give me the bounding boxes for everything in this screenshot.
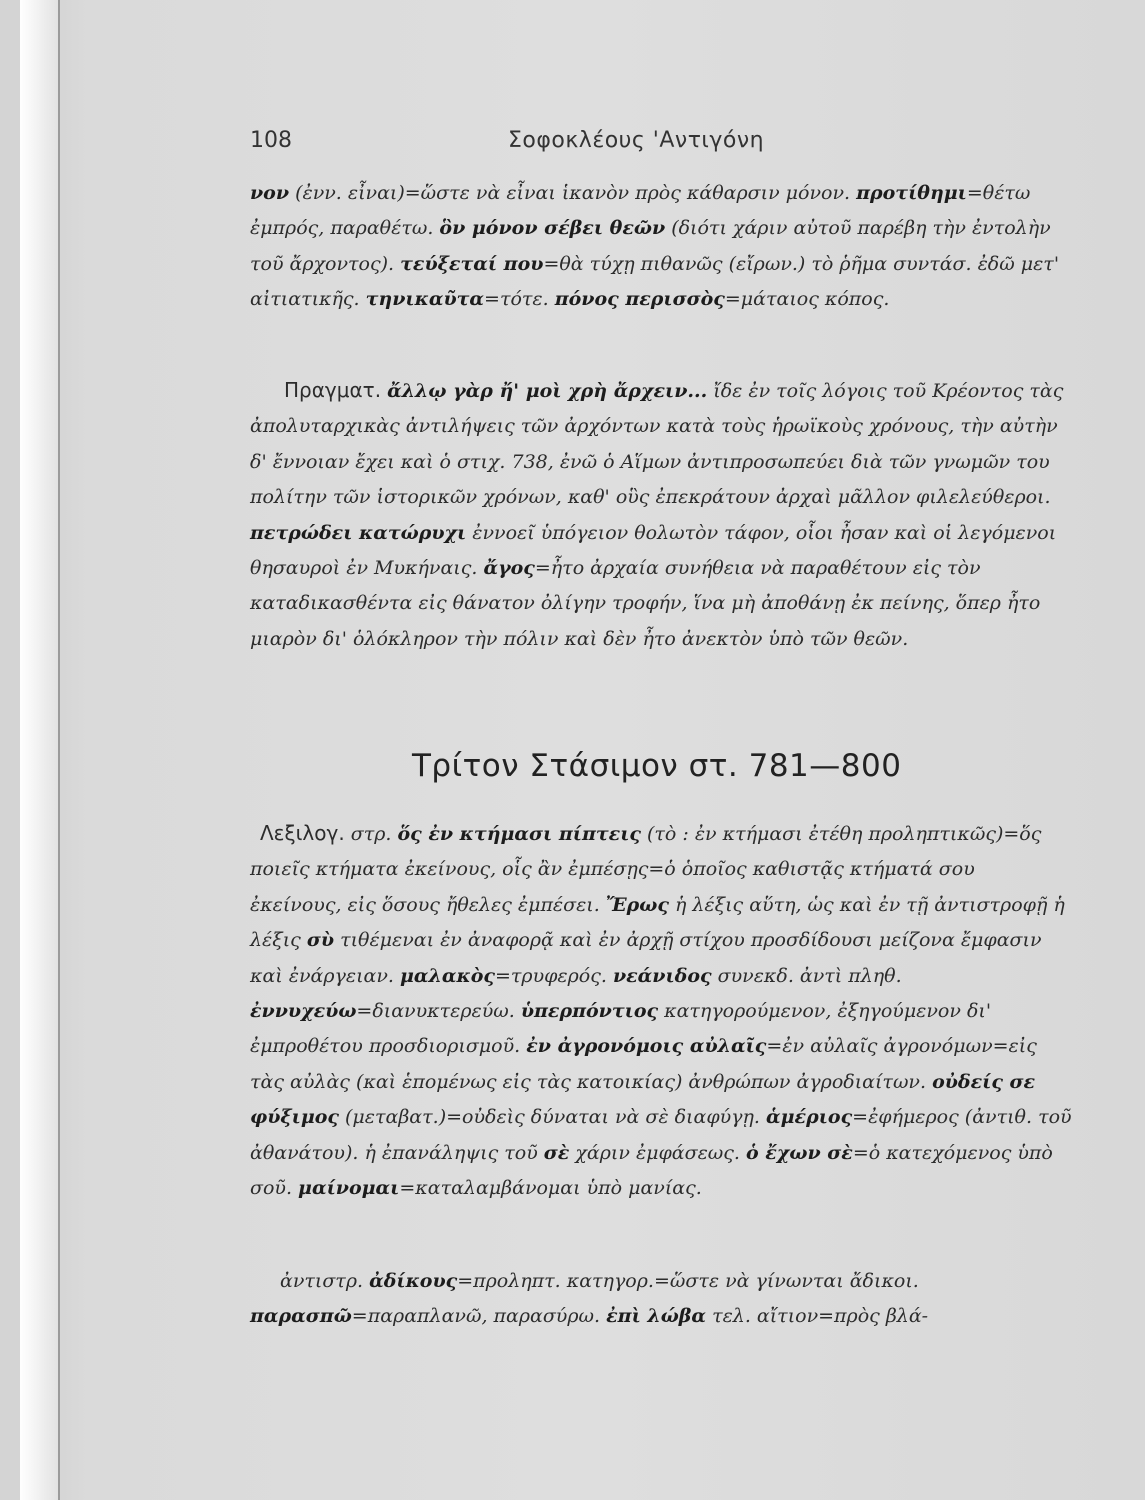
bold-term: παρασπῶ xyxy=(250,1305,352,1328)
body-text: χάριν ἐμφάσεως. xyxy=(569,1141,747,1164)
body-text: =παραπλανῶ, παρασύρω. xyxy=(351,1305,607,1328)
body-text: ἴδε ἐν τοῖς λόγοις τοῦ Κρέοντος τὰς ἀπολυταρχικὰς ἀντιλήψεις τῶν ἀρχόντων κατὰ τοὺς ἡρωϊκοὺς χρόνους, τὴν αὐτὴν δ' ἔννοιαν ἔχει καὶ ὁ στιχ. 738, ἐνῶ ὁ Αἵμων ἀντιπροσωπεύει διὰ τῶν γνωμῶν του πολίτην τῶν ἱστορικῶν χρόνων, καθ' οὓς ἐπεκράτουν ἀρχαὶ μᾶλλον φιλελεύθεροι. xyxy=(250,380,1064,509)
bold-term: ἀδίκους xyxy=(369,1270,458,1292)
commentary-paragraph-1 xyxy=(250,176,1072,318)
body-text: ἡ λέξις αὕτη, ὡς καὶ ἐν τῇ ἀντιστροφῇ ἡ λέξις xyxy=(250,893,1065,952)
section-label: Πραγματ. xyxy=(284,378,382,402)
page-gutter xyxy=(20,0,60,1500)
bold-term: ἐν ἀγρονόμοις αὐλαῖς xyxy=(526,1035,767,1058)
body-text: (ἐνν. εἶναι)=ὥστε νὰ εἶναι ἱκανὸν πρὸς κάθαρσιν μόνον. xyxy=(289,182,857,204)
antistrophe-paragraph xyxy=(250,1264,1072,1335)
section-title: Τρίτον Στάσιμον στ. 781—800 xyxy=(412,748,902,784)
body-text: =ἦτο ἀρχαία συνήθεια νὰ παραθέτουν εἰς τὸν καταδικασθέντα εἰς θάνατον ὀλίγην τροφήν, ἵνα μὴ ἀποθάνῃ ἐκ πείνης, ὅπερ ἦτο μιαρὸν δι' ὁλόκληρον τὴν πόλιν καὶ δὲν ἦτο ἀνεκτὸν ὑπὸ τῶν θεῶν. xyxy=(250,557,1041,650)
body-text: =θὰ τύχῃ πιθανῶς (εἴρων.) τὸ ῥῆμα συντάσ. ἐδῶ μετ' αἰτιατικῆς. xyxy=(250,252,1060,311)
bold-term: ἐπὶ λώβα xyxy=(606,1305,707,1328)
body-text: =μάταιος κόπος. xyxy=(724,288,890,311)
body-text: =τρυφερός. xyxy=(494,964,613,987)
bold-term: σὲ xyxy=(543,1141,570,1164)
commentary-paragraph-2 xyxy=(250,373,1072,657)
body-text: (τὸ : ἐν κτήμασι ἐτέθη προληπτικῶς)=ὅς ποιεῖς κτήματα ἐκείνους, οἷς ἂν ἐμπέσῃς=ὁ ὁποῖος καθιστᾷς κτήματά σου ἐκείνους, εἰς ὅσους ἤθελες ἐμπέσει. xyxy=(250,823,1042,916)
bold-term: ὑπερπόντιος xyxy=(520,1000,659,1023)
body-text: =τότε. xyxy=(484,288,555,311)
body-text: =καταλαμβάνομαι ὑπὸ μανίας. xyxy=(399,1177,702,1200)
bold-term: ὁ ἔχων σὲ xyxy=(746,1141,853,1164)
section-label: Λεξιλογ. xyxy=(260,821,345,845)
bold-term: σὺ xyxy=(306,929,335,952)
bold-term: οὐδείς σε φύξιμος xyxy=(250,1070,1036,1129)
bold-term: ἐννυχεύω xyxy=(250,1000,357,1023)
vocabulary-paragraph xyxy=(250,816,1072,1206)
body-text: =ὁ κατεχόμενος ὑπὸ σοῦ. xyxy=(250,1141,1053,1200)
body-text: στρ. xyxy=(344,823,398,845)
bold-term: ὃν μόνον σέβει θεῶν xyxy=(439,217,666,240)
bold-term: πόνος περισσὸς xyxy=(554,288,725,311)
bold-term: νεάνιδος xyxy=(612,964,712,987)
bold-term: τεύξεταί που xyxy=(400,252,544,275)
bold-term: μαίνομαι xyxy=(298,1177,400,1200)
body-text: (μεταβατ.)=οὐδεὶς δύναται νὰ σὲ διαφύγῃ. xyxy=(338,1106,766,1129)
body-text: (διότι χάριν αὐτοῦ παρέβη τὴν ἐντολὴν τοῦ ἄρχοντος). xyxy=(250,217,1051,275)
body-text: =διανυκτερεύω. xyxy=(356,1000,521,1023)
running-title: Σοφοκλέους 'Αντιγόνη xyxy=(508,128,765,153)
bold-term: ἄλλῳ γὰρ ἤ' μοὶ χρὴ ἄρχειν... xyxy=(387,380,708,402)
body-text: =ἐν αὐλαῖς ἀγρονόμων=εἰς τὰς αὐλὰς (καὶ ἑπομένως εἰς τὰς κατοικίας) ἀνθρώπων ἀγροδιαίτων. xyxy=(250,1035,1037,1093)
body-text: κατηγορούμενον, ἐξηγούμενον δι' ἐμπροθέτου προσδιορισμοῦ. xyxy=(250,1000,992,1058)
body-text: συνεκδ. ἀντὶ πληθ. xyxy=(711,964,902,987)
bold-term: προτίθημι xyxy=(856,182,967,204)
body-text: =ἐφήμερος (ἀντιθ. τοῦ ἀθανάτου). ἡ ἐπανάληψις τοῦ xyxy=(250,1106,1072,1164)
bold-term: Ἔρως xyxy=(605,893,669,916)
body-text: τιθέμεναι ἐν ἀναφορᾷ καὶ ἐν ἀρχῇ στίχου προσδίδουσι μείζονα ἔμφασιν καὶ ἐνάργειαν. xyxy=(250,929,1042,987)
body-text: ἀντιστρ. xyxy=(280,1270,370,1292)
bold-term: τηνικαῦτα xyxy=(365,288,485,311)
running-header xyxy=(250,124,1070,158)
bold-term: νον xyxy=(250,182,290,204)
bold-term: μαλακὸς xyxy=(400,964,495,987)
page-number: 108 xyxy=(250,128,292,153)
bold-term: πετρώδει κατώρυχι xyxy=(250,521,467,544)
body-text: ἐννοεῖ ὑπόγειον θολωτὸν τάφον, οἷοι ἦσαν καὶ οἱ λεγόμενοι θησαυροὶ ἐν Μυκήναις. xyxy=(250,521,1057,580)
bold-term: ἄγος xyxy=(483,557,535,580)
body-text: τελ. αἴτιον=πρὸς βλά- xyxy=(706,1305,929,1328)
body-text: =προληπτ. κατηγορ.=ὥστε νὰ γίνωνται ἄδικοι. xyxy=(457,1270,919,1292)
bold-term: ὅς ἐν κτήμασι πίπτεις xyxy=(397,823,641,845)
bold-term: ἁμέριος xyxy=(766,1106,853,1129)
body-text: =θέτω ἐμπρός, παραθέτω. xyxy=(250,182,1031,240)
